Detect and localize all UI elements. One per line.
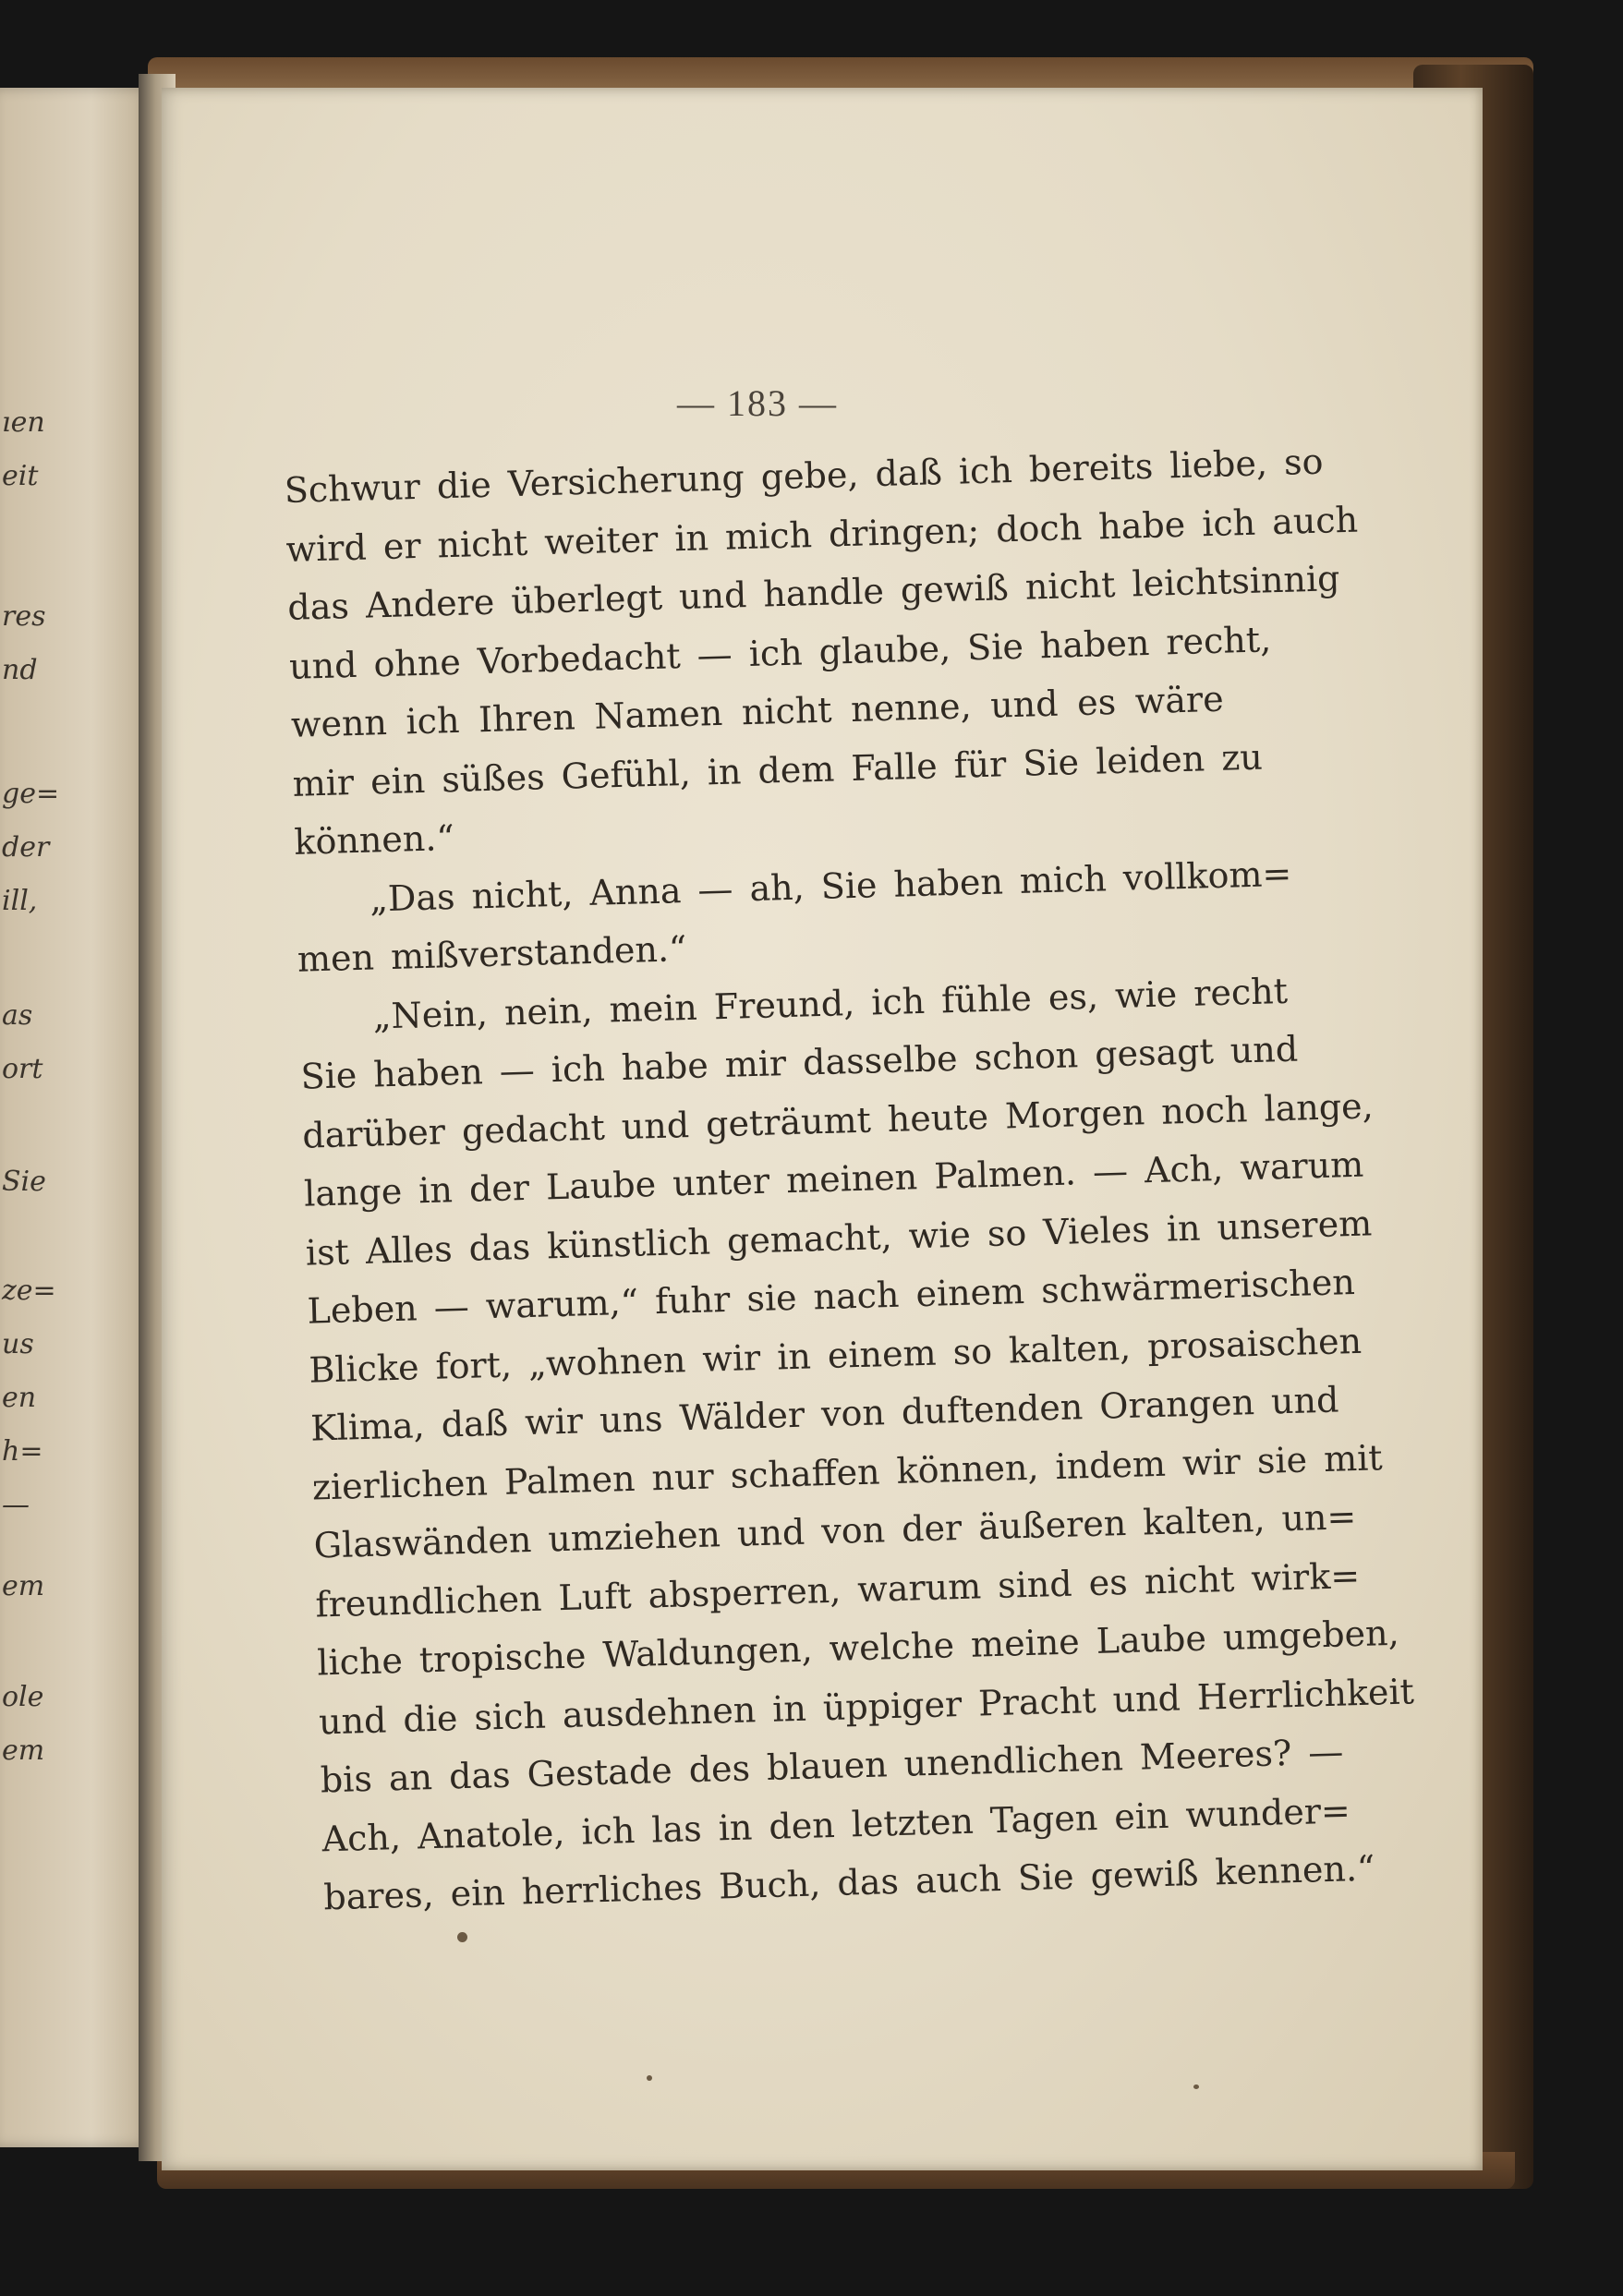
paper-speck: [1193, 2085, 1199, 2089]
previous-page-text-fragment: en: [2, 1382, 37, 1414]
text-line: „Das nicht, Anna — ah, Sie haben mich vollkom=: [369, 852, 1292, 920]
text-line: Leben — warum,“ fuhr sie nach einem schwärmerischen: [307, 1261, 1356, 1332]
text-line: Glaswänden umziehen und von der äußeren kalten, un=: [313, 1496, 1357, 1566]
previous-page-text-fragment: em: [2, 1570, 45, 1602]
previous-page-text-fragment: ole: [2, 1681, 44, 1713]
text-line: können.“: [293, 817, 455, 863]
text-line: Blicke fort, „wohnen wir in einem so kalten, prosaischen: [308, 1320, 1363, 1391]
page-number: — 183 —: [677, 382, 838, 424]
text-line: bares, ein herrliches Buch, das auch Sie gewiß kennen.“: [322, 1847, 1375, 1918]
text-line: lange in der Laube unter meinen Palmen. — Ach, warum: [303, 1143, 1364, 1214]
text-line: wird er nicht weiter in mich dringen; doch habe ich auch: [285, 499, 1359, 570]
text-line: „Nein, nein, mein Freund, ich fühle es, wie recht: [372, 970, 1289, 1037]
previous-page-text-fragment: ort: [2, 1053, 43, 1085]
previous-page-text-fragment: em: [2, 1734, 45, 1767]
text-line: und die sich ausdehnen in üppiger Pracht und Herrlichkeit: [318, 1670, 1415, 1742]
text-line: men mißverstanden.“: [297, 928, 687, 980]
previous-page-text-fragment: nd: [2, 654, 38, 686]
previous-page-text-fragment: Sie: [2, 1166, 46, 1198]
text-line: wenn ich Ihren Namen nicht nenne, und es wäre: [290, 678, 1225, 745]
paper-speck: [647, 2075, 652, 2081]
previous-page-text-fragment: res: [2, 600, 46, 633]
previous-page-text-fragment: h=: [2, 1435, 43, 1468]
text-line: zierlichen Palmen nur schaffen können, indem wir sie mit: [311, 1436, 1384, 1508]
page-text-body: [284, 436, 1415, 1927]
text-line: freundlichen Luft absperren, warum sind es nicht wirk=: [314, 1554, 1361, 1625]
previous-page-text-fragment: ge=: [2, 778, 60, 810]
text-line: Sie haben — ich habe mir dasselbe schon gesagt und: [299, 1028, 1299, 1097]
book-page: [162, 88, 1483, 2170]
text-line: Schwur die Versicherung gebe, daß ich bereits liebe, so: [284, 441, 1324, 511]
text-line: Klima, daß wir uns Wälder von duftenden Orangen und: [309, 1379, 1339, 1449]
previous-page-sliver: [0, 88, 152, 2147]
text-line: liche tropische Waldungen, welche meine Laube umgeben,: [316, 1612, 1400, 1684]
previous-page-text-fragment: ze=: [2, 1275, 56, 1307]
text-line: das Andere überlegt und handle gewiß nicht leichtsinnig: [286, 558, 1340, 628]
previous-page-text-fragment: eit: [2, 460, 39, 492]
paper-speck: [457, 1932, 467, 1942]
previous-page-text-fragment: der: [2, 831, 50, 864]
text-line: mir ein süßes Gefühl, in dem Falle für Sie leiden zu: [292, 736, 1264, 804]
text-line: bis an das Gestade des blauen unendlichen Meeres? —: [320, 1731, 1344, 1801]
previous-page-text-fragment: ill,: [2, 885, 38, 917]
previous-page-text-fragment: us: [2, 1328, 34, 1360]
text-line: Ach, Anatole, ich las in den letzten Tagen ein wunder=: [321, 1789, 1351, 1859]
previous-page-text-fragment: —: [2, 1489, 30, 1521]
previous-page-text-fragment: ıen: [2, 406, 45, 439]
text-line: ist Alles das künstlich gemacht, wie so Vieles in unserem: [305, 1202, 1373, 1274]
text-line: und ohne Vorbedacht — ich glaube, Sie haben recht,: [288, 618, 1272, 687]
previous-page-text-fragment: as: [2, 999, 33, 1032]
text-line: darüber gedacht und geträumt heute Morgen noch lange,: [301, 1084, 1375, 1156]
